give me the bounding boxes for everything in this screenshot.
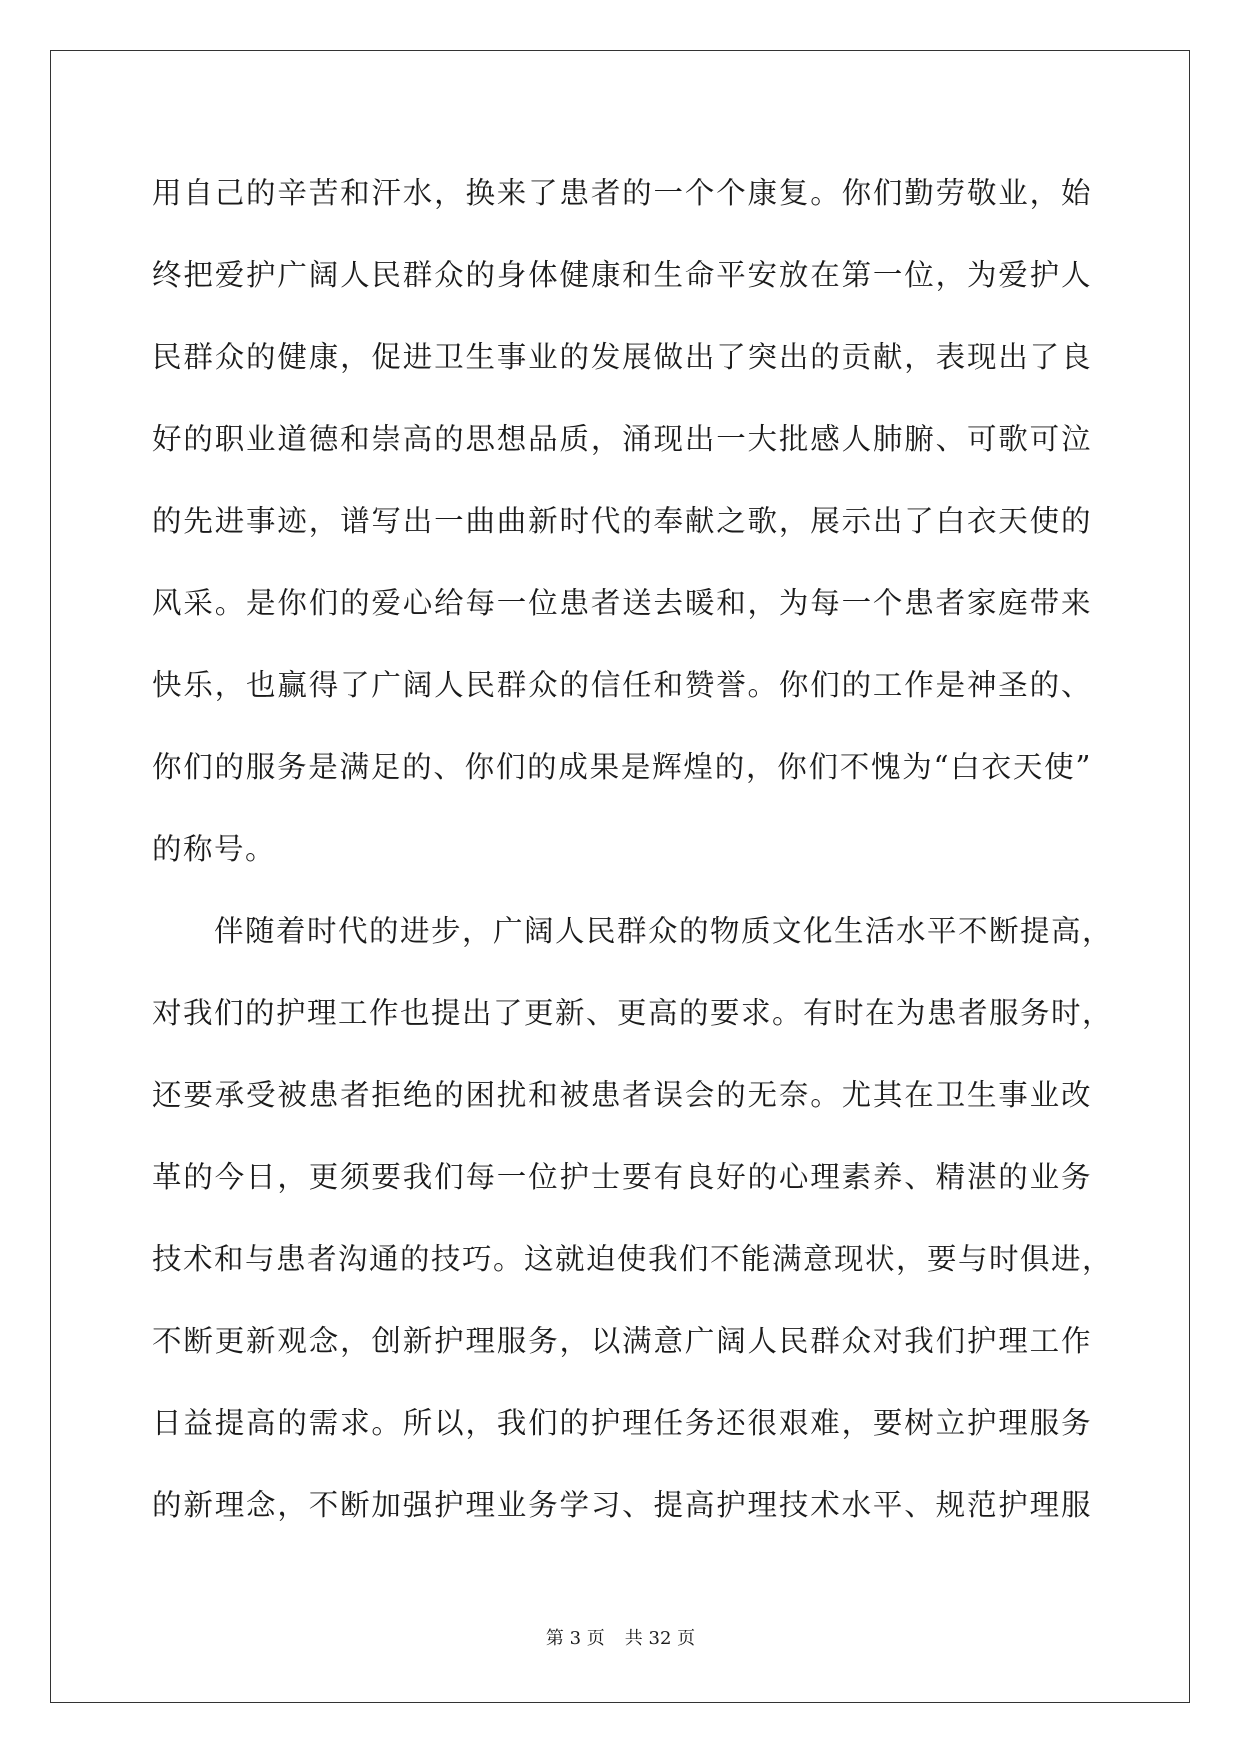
paragraph-first-line: 伴随着时代的进步，广阔人民群众的物质文化生活水平不断提高， (214, 914, 1114, 948)
text-line: 好的职业道德和崇高的思想品质，涌现出一大批感人肺腑、可歌可泣 (152, 422, 1092, 456)
text-line: 对我们的护理工作也提出了更新、更高的要求。有时在为患者服务时， (152, 996, 1114, 1030)
page-footer (0, 1624, 1241, 1650)
text-line: 风采。是你们的爱心给每一位患者送去暖和，为每一个患者家庭带来 (152, 586, 1092, 620)
text-line: 你们的服务是满足的、你们的成果是辉煌的，你们不愧为“白衣天使” (152, 750, 1092, 784)
text-line: 用自己的辛苦和汗水，换来了患者的一个个康复。你们勤劳敬业，始 (152, 176, 1092, 210)
text-line: 的新理念，不断加强护理业务学习、提高护理技术水平、规范护理服 (152, 1488, 1092, 1522)
page-number: 第 3 页 (545, 1628, 605, 1649)
text-line: 革的今日，更须要我们每一位护士要有良好的心理素养、精湛的业务 (152, 1160, 1092, 1194)
text-line: 快乐，也赢得了广阔人民群众的信任和赞誉。你们的工作是神圣的、 (152, 668, 1092, 702)
text-line: 的称号。 (152, 832, 277, 866)
document-body (152, 158, 1114, 1552)
text-line: 的先进事迹，谱写出一曲曲新时代的奉献之歌，展示出了白衣天使的 (152, 504, 1092, 538)
page-total: 共 32 页 (624, 1628, 696, 1649)
text-line: 终把爱护广阔人民群众的身体健康和生命平安放在第一位，为爱护人 (152, 258, 1092, 292)
text-line: 还要承受被患者拒绝的困扰和被患者误会的无奈。尤其在卫生事业改 (152, 1078, 1092, 1112)
text-line: 技术和与患者沟通的技巧。这就迫使我们不能满意现状，要与时俱进， (152, 1242, 1114, 1276)
text-line: 不断更新观念，创新护理服务，以满意广阔人民群众对我们护理工作 (152, 1324, 1092, 1358)
text-line: 民群众的健康，促进卫生事业的发展做出了突出的贡献，表现出了良 (152, 340, 1092, 374)
text-line: 日益提高的需求。所以，我们的护理任务还很艰难，要树立护理服务 (152, 1406, 1092, 1440)
